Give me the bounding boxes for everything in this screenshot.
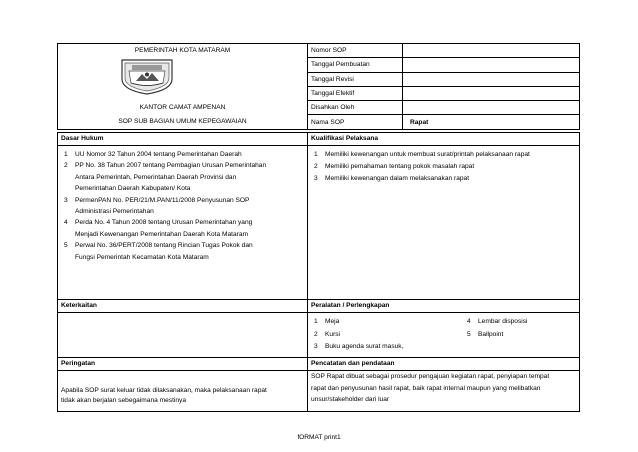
keterkaitan-content (58, 313, 308, 358)
list-item-text: Buku agenda surat masuk, (325, 343, 404, 350)
peringatan-line: tidak akan berjalan sebegaimana mestinya (61, 396, 186, 404)
keterkaitan-heading: Keterkaitan (58, 300, 308, 313)
list-item-number: 2 (64, 162, 68, 170)
sop-name-value: Rapat (403, 115, 580, 129)
list-item-text: Fungsi Pemerintah Kecamatan Kota Mataram (75, 253, 209, 261)
pencatatan-heading: Pencatatan dan pendataan (308, 358, 580, 371)
org-title: PEMERINTAH KOTA MATARAM (58, 44, 308, 58)
list-item-text: PermenPAN No. PER/21/M.PAN/11/2008 Penyusunan SOP (75, 196, 250, 204)
list-item-text: Administrasi Pemerintahan (75, 208, 154, 215)
list-item-number: 1 (64, 151, 68, 158)
kualifikasi-heading: Kualifikasi Pelaksana (308, 133, 580, 146)
list-item-number: 3 (314, 343, 318, 350)
peralatan-list (308, 313, 580, 358)
dasar-hukum-list (58, 146, 308, 300)
list-item-text: Memiliki pemahaman tentang pokok masalah rapat (325, 163, 475, 170)
list-item-text: Pemerintahan Daerah Kabupaten/ Kota (75, 185, 191, 193)
list-item-text: Perda No. 4 Tahun 2008 tentang Urusan Pemerintahan yang (75, 219, 253, 227)
list-item-text: Kursi (325, 330, 341, 338)
pencatatan-line: SOP Rapat dibuat sebagai prosedur pengajuan kegiatan rapat, penyiapan tempat (311, 373, 550, 380)
list-item-number: 3 (314, 175, 318, 182)
peringatan-heading: Peringatan (58, 358, 308, 371)
field-value (403, 72, 580, 86)
field-label: Nomor SOP (308, 44, 403, 58)
list-item-text: Ballpoint (478, 330, 504, 338)
list-item-text: Memiliki kewenangan dalam melaksanakan rapat (325, 175, 470, 182)
list-item-text: UU Nomor 32 Tahun 2004 tentang Pemerintahan Daerah (75, 151, 242, 158)
list-item-text: Menjadi Kewenangan Pemerintahan Daerah Kota Mataram (75, 230, 249, 238)
list-item-number: 4 (467, 318, 471, 325)
field-label: Nama SOP (308, 115, 403, 129)
list-item-text: Perwal No. 36/PERT/2008 tentang Rincian Tugas Pokok dan (75, 242, 253, 250)
list-item-number: 1 (314, 151, 318, 158)
division-name: SOP SUB BAGIAN UMUM KEPEGAWAIAN (58, 115, 308, 129)
kualifikasi-list (308, 146, 580, 300)
peringatan-line: Apabila SOP surat keluar tidak dilaksanakan, maka pelaksanaan rapat (61, 387, 267, 394)
field-label: Disahkan Oleh (308, 101, 403, 115)
list-item-number: 5 (467, 330, 471, 338)
list-item-number: 3 (64, 196, 68, 204)
field-value (403, 101, 580, 115)
peringatan-text (58, 371, 308, 412)
pencatatan-text (308, 371, 580, 412)
list-item-text: PP No. 38 Tahun 2007 tentang Pembagian Urusan Pemerintahan (75, 162, 267, 170)
field-value (403, 58, 580, 72)
list-item-text: Lembar disposisi (478, 318, 528, 325)
list-item-text: Meja (325, 318, 340, 325)
list-item-number: 4 (64, 219, 68, 227)
peralatan-heading: Peralatan / Perlengkapan (308, 300, 580, 313)
field-value (403, 44, 580, 58)
page-footer: fORMAT print1 (297, 434, 341, 441)
field-label: Tanggal Efektif (308, 86, 403, 100)
field-value (403, 86, 580, 100)
list-item-number: 2 (314, 330, 318, 338)
list-item-number: 2 (314, 163, 318, 170)
pencatatan-line: rapat dan penyusunan hasil rapat, baik rapat internal maupun yang melibatkan (311, 384, 541, 392)
city-emblem-icon (118, 57, 176, 95)
list-item-text: Antara Pemerintah, Pemerintahan Daerah Provinsi dan (75, 173, 237, 181)
list-item-number: 5 (64, 242, 68, 250)
office-name: KANTOR CAMAT AMPENAN (58, 101, 308, 115)
field-label: Tanggal Revisi (308, 72, 403, 86)
list-item-number: 1 (314, 318, 318, 325)
dasar-hukum-heading: Dasar Hukum (58, 133, 308, 146)
pencatatan-line: unsur/stakeholder dari luar (311, 396, 390, 403)
sop-detail-table (57, 132, 580, 412)
field-label: Tanggal Pembuatan (308, 58, 403, 72)
list-item-text: Memiliki kewenangan untuk membuat surat/printah pelaksanaan rapat (325, 151, 530, 158)
